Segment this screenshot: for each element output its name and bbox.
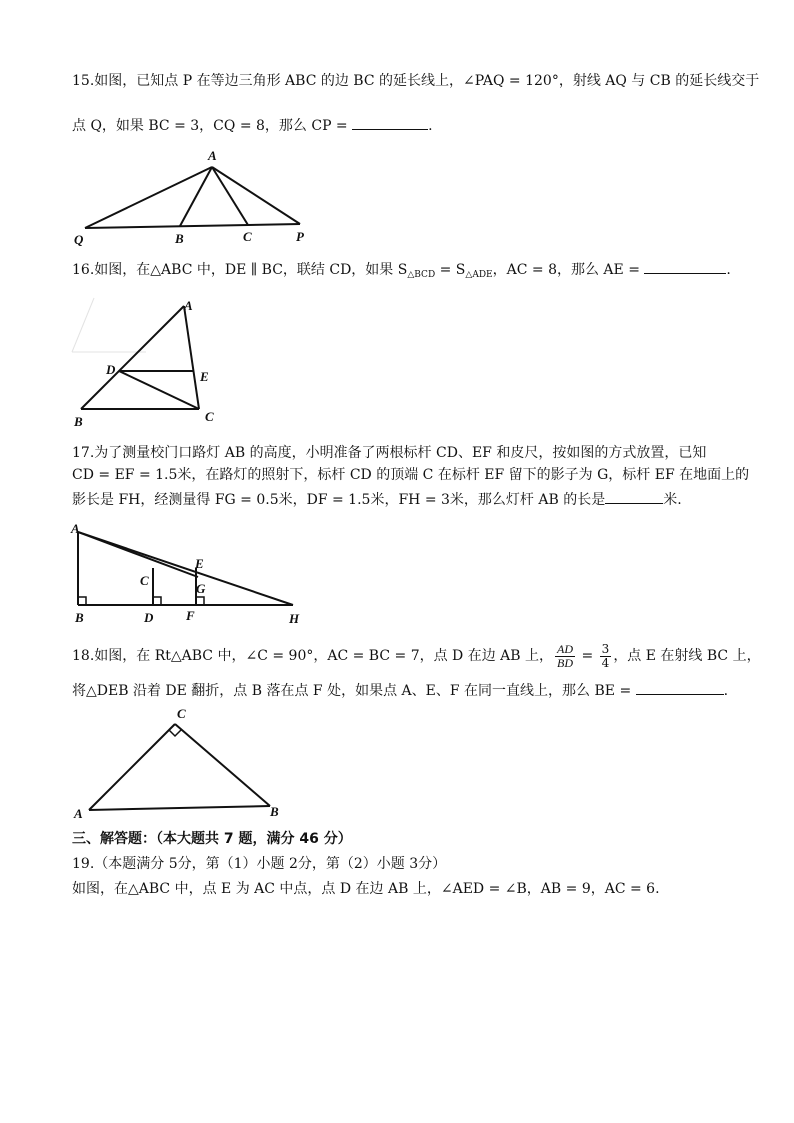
point-label-a: A <box>71 521 80 536</box>
answer-blank <box>352 115 428 130</box>
point-label-d: D <box>106 362 116 377</box>
answer-blank <box>605 489 663 504</box>
q16-figure <box>66 292 236 432</box>
q18-line-2: 将△DEB 沿着 DE 翻折，点 B 落在点 F 处，如果点 A、E、F 在同一直线上，那么 BE = . <box>72 680 728 700</box>
point-label-b: B <box>175 231 184 246</box>
q17-line-2: CD = EF = 1.5米，在路灯的照射下，标杆 CD 的顶端 C 在标杆 EF 留下的影子为 G，标杆 EF 在地面上的 <box>72 467 750 483</box>
point-label-e: E <box>200 369 209 384</box>
point-label-c: C <box>140 573 149 588</box>
point-label-g: G <box>196 581 206 596</box>
q17-figure <box>66 518 316 628</box>
ratio-value: $\frac{3}{4}$ <box>601 641 610 670</box>
q15-figure <box>60 140 330 250</box>
q17-line-3: 影长是 FH，经测量得 FG = 0.5米，DF = 1.5米，FH = 3米，那么灯杆 AB 的长是 米. <box>72 489 682 509</box>
q19-line-1: 19.（本题满分 5分，第（1）小题 2分，第（2）小题 3分） <box>72 856 447 872</box>
point-label-q: Q <box>74 232 84 247</box>
point-label-b: B <box>74 414 83 429</box>
q15-line-1: 15.如图，已知点 P 在等边三角形 ABC 的边 BC 的延长线上，∠PAQ = 120°，射线 AQ 与 CB 的延长线交于 <box>72 73 760 89</box>
point-label-h: H <box>289 611 300 626</box>
q19-line-2: 如图，在△ABC 中，点 E 为 AC 中点，点 D 在边 AB 上，∠AED = ∠B，AB = 9，AC = 6. <box>72 881 660 897</box>
point-label-b: B <box>270 804 279 819</box>
answer-blank <box>644 259 726 274</box>
ratio-fraction: $\frac{AD}{BD}$ <box>557 641 574 670</box>
point-label-c: C <box>177 706 186 721</box>
q16-line-1: 16.如图，在△ABC 中，DE ∥ BC，联结 CD，如果 $S_{\triangle BCD} = S_{\triangle ADE}$，AC = 8，那么 AE = . <box>72 259 731 284</box>
q18-figure <box>66 700 296 825</box>
q17-line-1: 17.为了测量校门口路灯 AB 的高度，小明准备了两根标杆 CD、EF 和皮尺，按如图的方式放置，已知 <box>72 445 707 461</box>
point-label-a: A <box>74 806 83 821</box>
q15-line-2: 点 Q，如果 BC = 3，CQ = 8，那么 CP = . <box>72 115 433 135</box>
point-label-b: B <box>75 610 84 625</box>
point-label-p: P <box>296 229 304 244</box>
q18-line-1: 18.如图，在 Rt△ABC 中，∠C = 90°，AC = BC = 7，点 D 在边 AB 上， $\frac{AD}{BD}$ = $\frac{3}{4}$ ，点 E 在射线 BC 上， <box>72 641 761 670</box>
point-label-a: A <box>184 298 193 313</box>
point-label-f: F <box>186 608 195 623</box>
point-label-c: C <box>243 229 252 244</box>
point-label-a: A <box>208 148 217 163</box>
point-label-e: E <box>195 556 204 571</box>
point-label-c: C <box>205 409 214 424</box>
answer-blank <box>636 680 724 695</box>
point-label-d: D <box>144 610 154 625</box>
section-heading: 三、解答题：（本大题共 7 题，满分 46 分） <box>72 831 352 847</box>
